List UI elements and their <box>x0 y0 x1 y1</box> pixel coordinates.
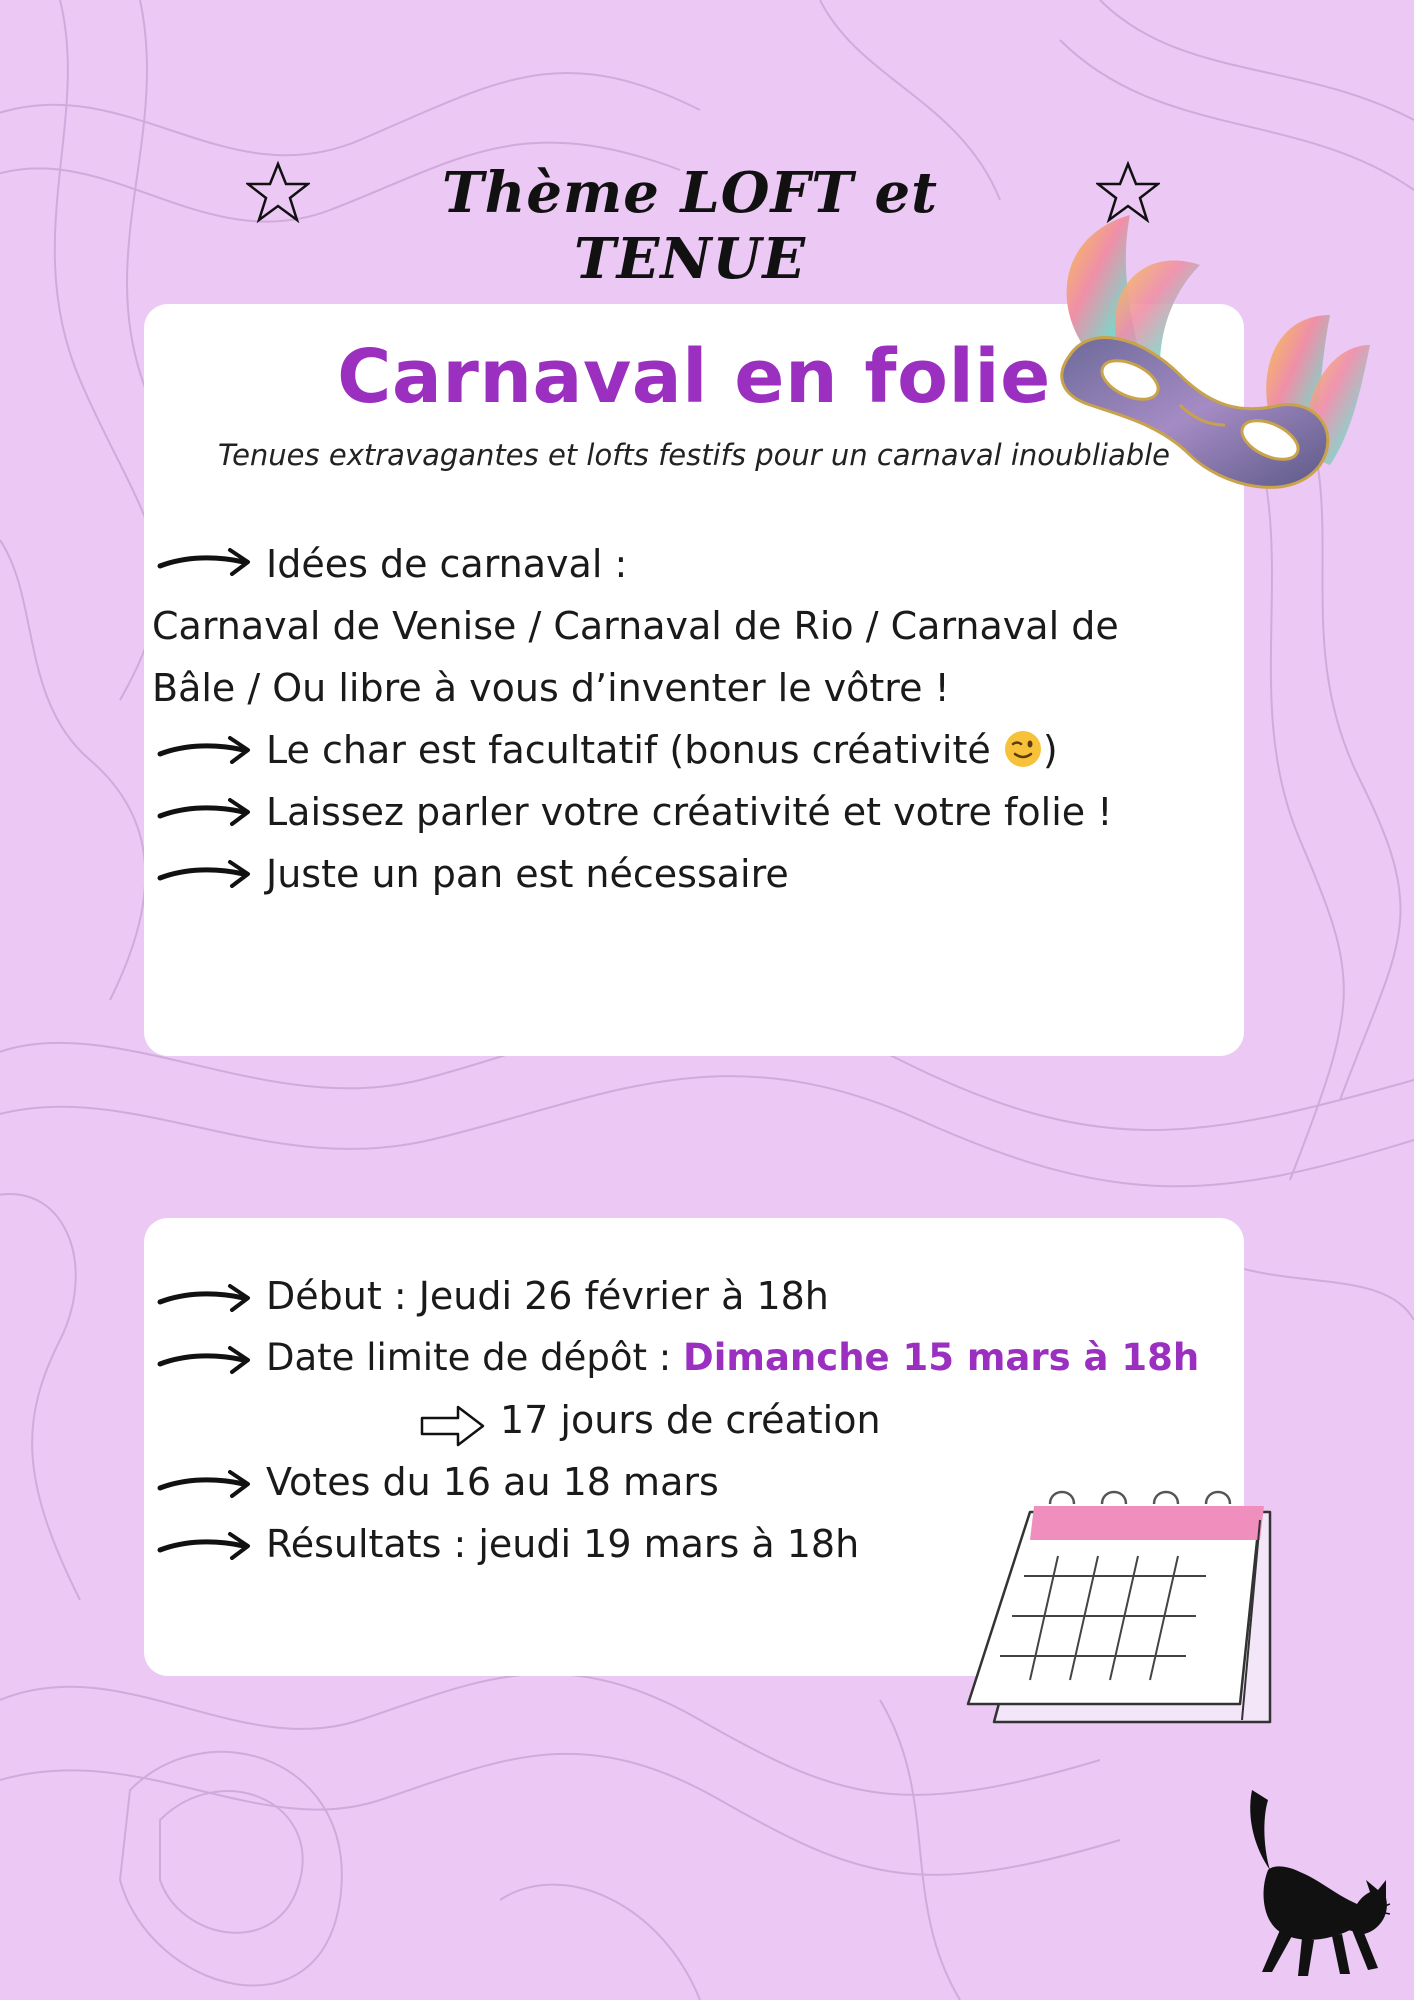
ideas-line: Carnaval de Venise / Carnaval de Rio / Carnaval de <box>152 604 1119 648</box>
arrow-icon <box>156 734 254 768</box>
bullet-creativity: Laissez parler votre créativité et votre folie ! <box>266 790 1113 834</box>
ideas-line: Bâle / Ou libre à vous d’inventer le vôtre ! <box>152 666 950 710</box>
carnival-mask-icon <box>1030 205 1370 505</box>
star-icon <box>246 160 310 224</box>
page-title: Thème LOFT et TENUE <box>442 160 938 292</box>
deadline <box>266 1336 1199 1379</box>
arrow-icon <box>156 1530 254 1564</box>
votes-dates: Votes du 16 au 18 mars <box>266 1460 719 1504</box>
bullet-char-end: ) <box>1042 728 1058 772</box>
ideas-label: Idées de carnaval : <box>266 542 628 586</box>
calendar-icon <box>960 1490 1280 1730</box>
duration: 17 jours de création <box>500 1398 881 1442</box>
wink-emoji-icon <box>1003 729 1043 769</box>
arrow-icon <box>156 858 254 892</box>
arrow-icon <box>156 796 254 830</box>
start-date: Début : Jeudi 26 février à 18h <box>266 1274 829 1318</box>
deadline-value: Dimanche 15 mars à 18h <box>683 1336 1200 1379</box>
deadline-label: Date limite de dépôt : <box>266 1336 683 1379</box>
results-date: Résultats : jeudi 19 mars à 18h <box>266 1522 860 1566</box>
arrow-icon <box>156 546 254 580</box>
bullet-pan: Juste un pan est nécessaire <box>266 852 789 896</box>
bullet-char-text: Le char est facultatif (bonus créativité <box>266 728 1003 772</box>
card-subtitle: Tenues extravagantes et lofts festifs pour un carnaval inoubliable <box>217 438 1171 472</box>
outline-arrow-icon <box>420 1404 486 1448</box>
card-title: Carnaval en folie <box>337 334 1051 420</box>
bullet-char <box>266 728 1058 772</box>
arrow-icon <box>156 1282 254 1316</box>
arrow-icon <box>156 1468 254 1502</box>
black-cat-icon <box>1240 1780 1390 1980</box>
arrow-icon <box>156 1344 254 1378</box>
